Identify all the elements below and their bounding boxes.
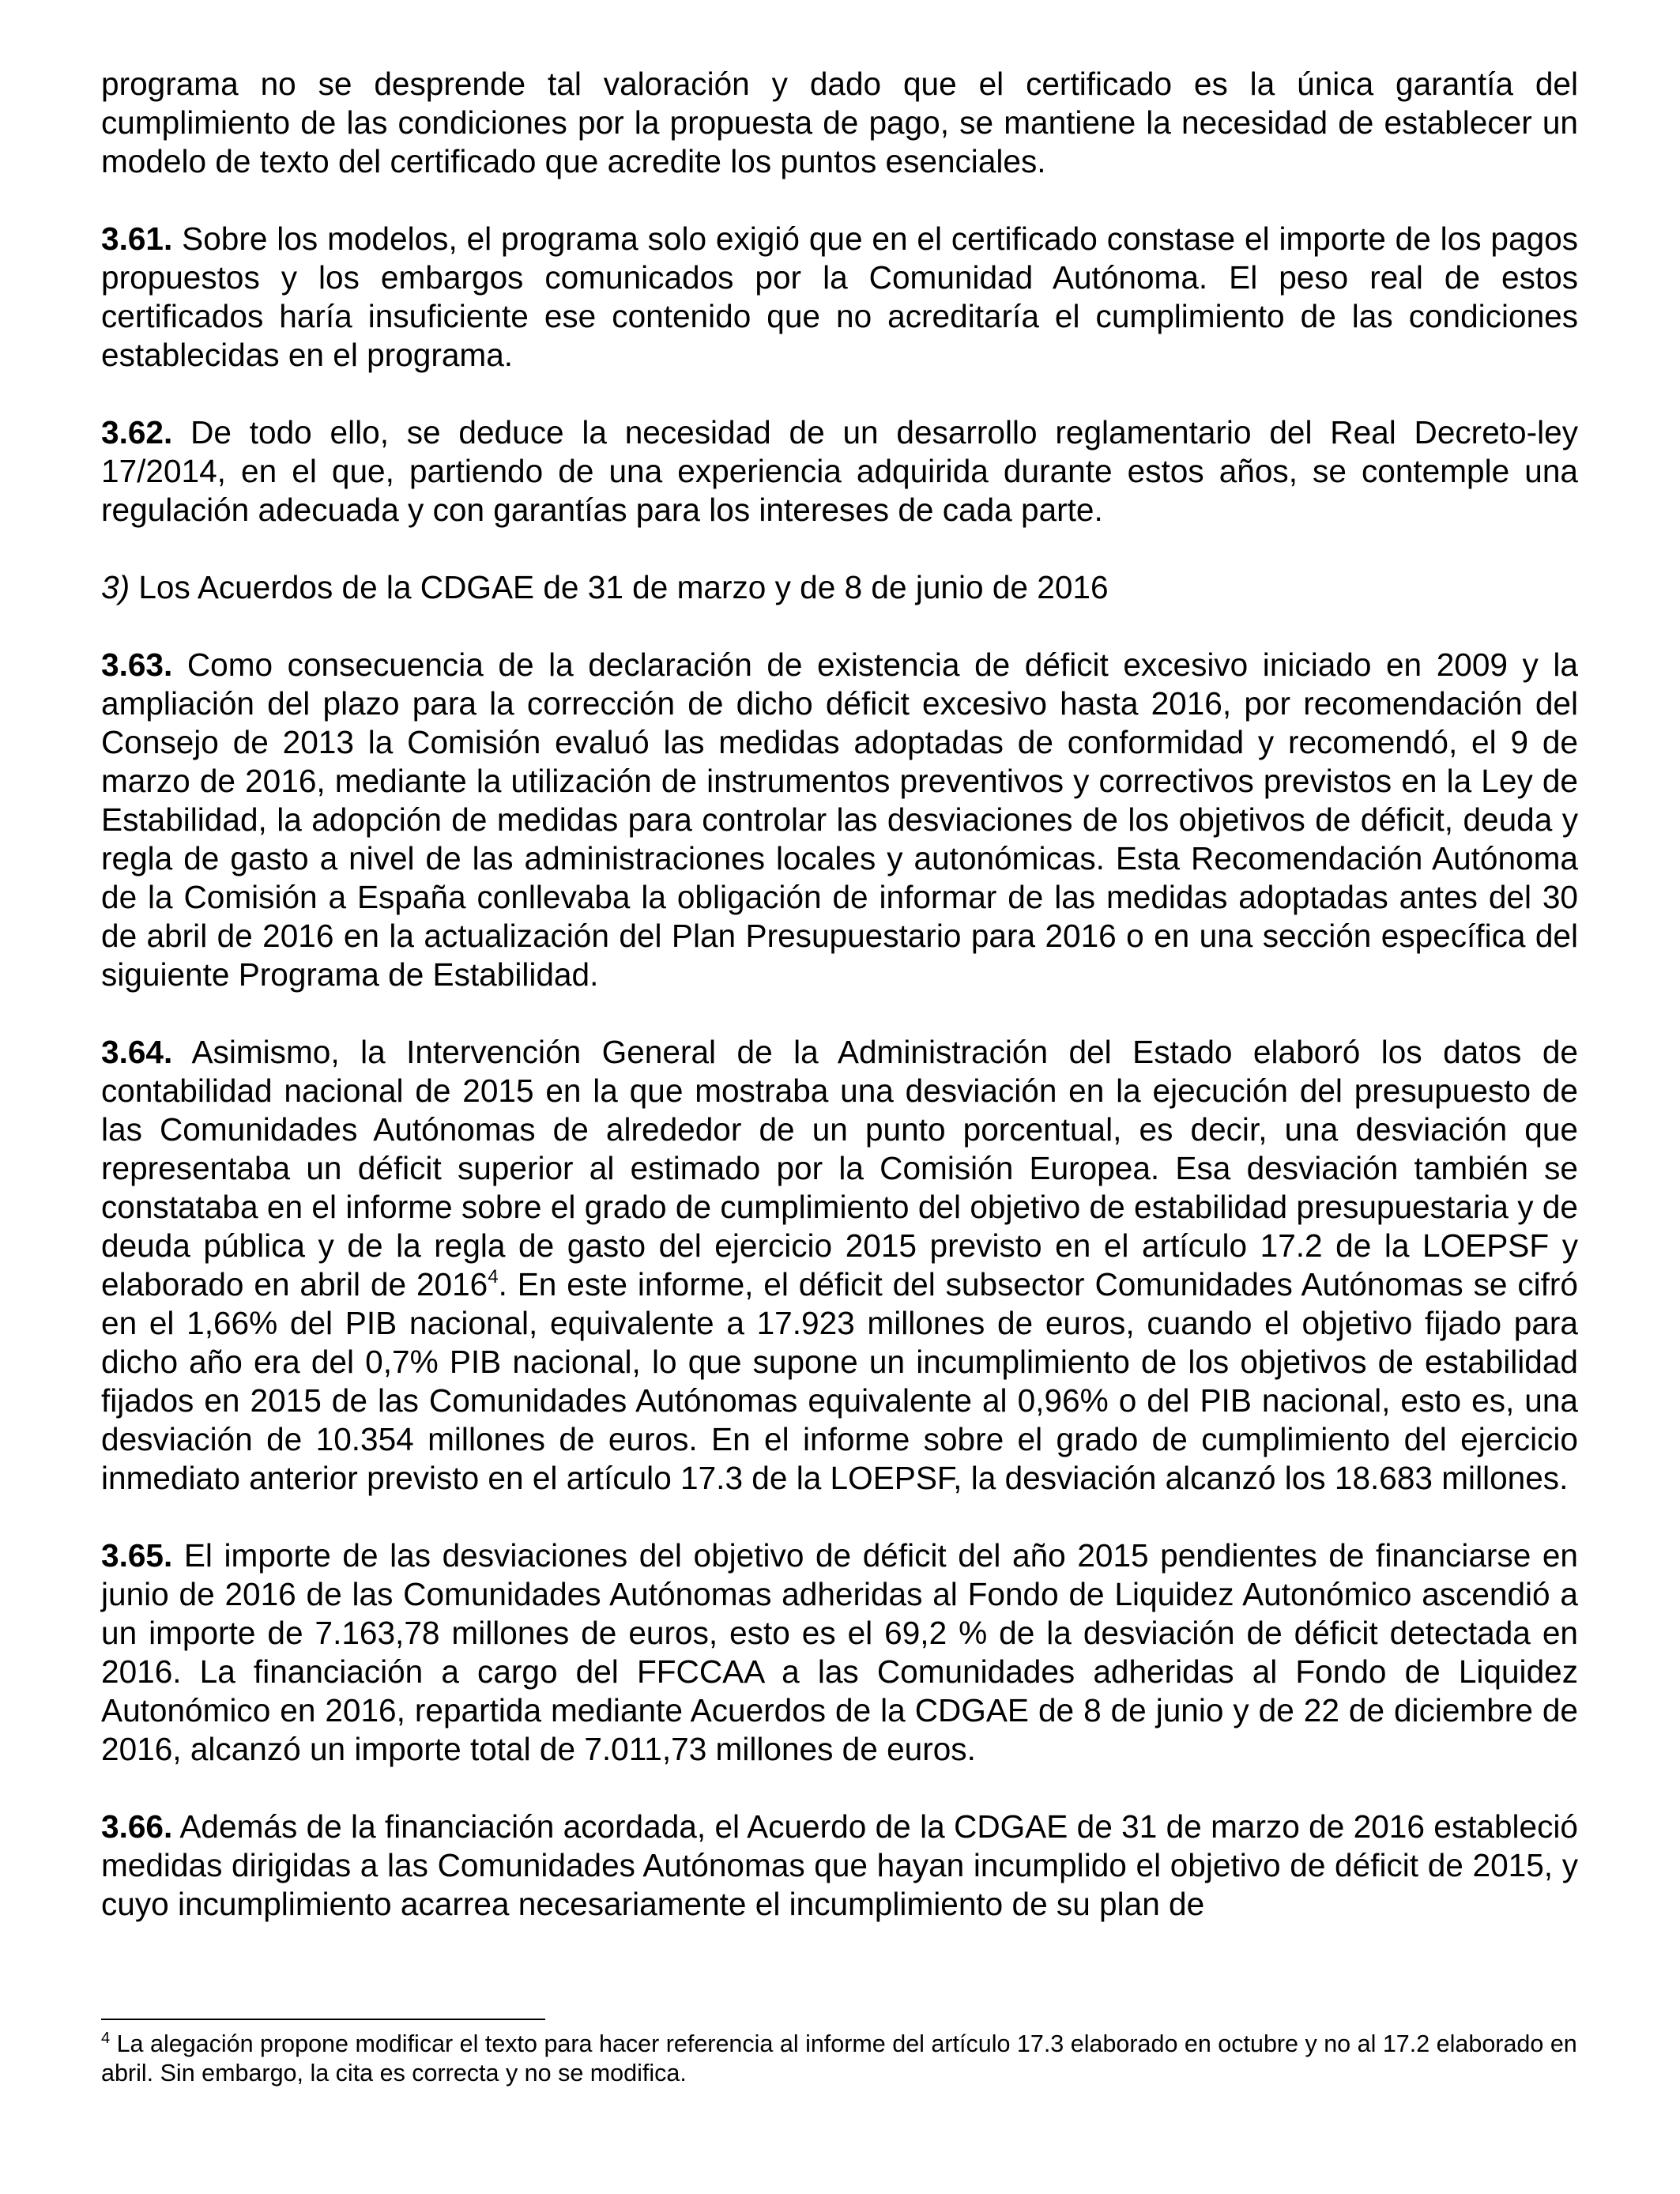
paragraph-text: Además de la financiación acordada, el Acuerdo de la CDGAE de 31 de marzo de 2016 estableció medidas dirigidas a las Comunidades Autónomas que hayan incumplido el objetivo de déficit de 2015, y cuyo incumplimiento acarrea necesariamente el incumplimiento de su plan de [101, 1808, 1578, 1922]
paragraph-3-64 [101, 1033, 1578, 1498]
paragraph-continuation [101, 65, 1578, 181]
paragraph-number: 3.65. [101, 1537, 173, 1574]
paragraph-3-62 [101, 413, 1578, 530]
paragraph-number: 3.64. [101, 1034, 173, 1070]
paragraph-text: Sobre los modelos, el programa solo exigió que en el certificado constase el importe de los pagos propuestos y los embargos comunicados por la Comunidad Autónoma. El peso real de estos certificados haría insuficiente ese contenido que no acreditaría el cumplimiento de las condiciones establecidas en el programa. [101, 221, 1578, 373]
footnote-separator [101, 2019, 545, 2020]
paragraph-text: El importe de las desviaciones del objetivo de déficit del año 2015 pendientes de financiarse en junio de 2016 de las Comunidades Autónomas adheridas al Fondo de Liquidez Autonómico ascendió a un importe de 7.163,78 millones de euros, esto es el 69,2 % de la desviación de déficit detectada en 2016. La financiación a cargo del FFCCAA a las Comunidades adheridas al Fondo de Liquidez Autonómico en 2016, repartida mediante Acuerdos de la CDGAE de 8 de junio y de 22 de diciembre de 2016, alcanzó un importe total de 7.011,73 millones de euros. [101, 1537, 1578, 1767]
paragraph-3-61 [101, 220, 1578, 375]
paragraph-3-65 [101, 1536, 1578, 1769]
footnote-reference[interactable]: 4 [488, 1266, 499, 1287]
paragraph-text: . En este informe, el déficit del subsector Comunidades Autónomas se cifró en el 1,66% del PIB nacional, equivalente a 17.923 millones de euros, cuando el objetivo fijado para dicho año era del 0,7% PIB nacional, lo que supone un incumplimiento de los objetivos de estabilidad fijados en 2015 de las Comunidades Autónomas equivalente al 0,96% o del PIB nacional, esto es, una desviación de 10.354 millones de euros. En el informe sobre el grado de cumplimiento del ejercicio inmediato anterior previsto en el artículo 17.3 de la LOEPSF, la desviación alcanzó los 18.683 millones. [101, 1266, 1578, 1496]
paragraph-number: 3.63. [101, 647, 173, 683]
footnote-text: La alegación propone modificar el texto para hacer referencia al informe del artículo 17.3 elaborado en octubre y no al 17.2 elaborado en abril. Sin embargo, la cita es correcta y no se modifica. [101, 2030, 1577, 2087]
paragraph-number: 3.61. [101, 221, 173, 257]
footnote [101, 2030, 1578, 2088]
paragraph-3-63 [101, 646, 1578, 994]
paragraph-number: 3.62. [101, 414, 173, 450]
paragraph-3-66 [101, 1808, 1578, 1924]
paragraph-text: Asimismo, la Intervención General de la Administración del Estado elaboró los datos de contabilidad nacional de 2015 en la que mostraba una desviación en la ejecución del presupuesto de las Comunidades Autónomas de alrededor de un punto porcentual, es decir, una desviación que representaba un déficit superior al estimado por la Comisión Europea. Esa desviación también se constataba en el informe sobre el grado de cumplimiento del objetivo de estabilidad presupuestaria y de deuda pública y de la regla de gasto del ejercicio 2015 previsto en el artículo 17.2 de la LOEPSF y elaborado en abril de 2016 [101, 1034, 1578, 1302]
paragraph-text: De todo ello, se deduce la necesidad de un desarrollo reglamentario del Real Decreto-ley 17/2014, en el que, partiendo de una experiencia adquirida durante estos años, se contemple una regulación adecuada y con garantías para los intereses de cada parte. [101, 414, 1578, 528]
paragraph-number: 3.66. [101, 1808, 173, 1845]
section-title: Los Acuerdos de la CDGAE de 31 de marzo y de 8 de junio de 2016 [130, 569, 1109, 605]
section-heading [101, 568, 1578, 607]
section-number: 3) [101, 569, 130, 605]
paragraph-text: programa no se desprende tal valoración y dado que el certificado es la única garantía del cumplimiento de las condiciones por la propuesta de pago, se mantiene la necesidad de establecer un modelo de texto del certificado que acredite los puntos esenciales. [101, 66, 1578, 179]
footnote-marker: 4 [101, 2030, 111, 2047]
document-body [101, 65, 1578, 1962]
paragraph-text: Como consecuencia de la declaración de existencia de déficit excesivo iniciado en 2009 y la ampliación del plazo para la corrección de dicho déficit excesivo hasta 2016, por recomendación del Consejo de 2013 la Comisión evaluó las medidas adoptadas de conformidad y recomendó, el 9 de marzo de 2016, mediante la utilización de instrumentos preventivos y correctivos previstos en la Ley de Estabilidad, la adopción de medidas para controlar las desviaciones de los objetivos de déficit, deuda y regla de gasto a nivel de las administraciones locales y autonómicas. Esta Recomendación Autónoma de la Comisión a España conllevaba la obligación de informar de las medidas adoptadas antes del 30 de abril de 2016 en la actualización del Plan Presupuestario para 2016 o en una sección específica del siguiente Programa de Estabilidad. [101, 647, 1578, 993]
